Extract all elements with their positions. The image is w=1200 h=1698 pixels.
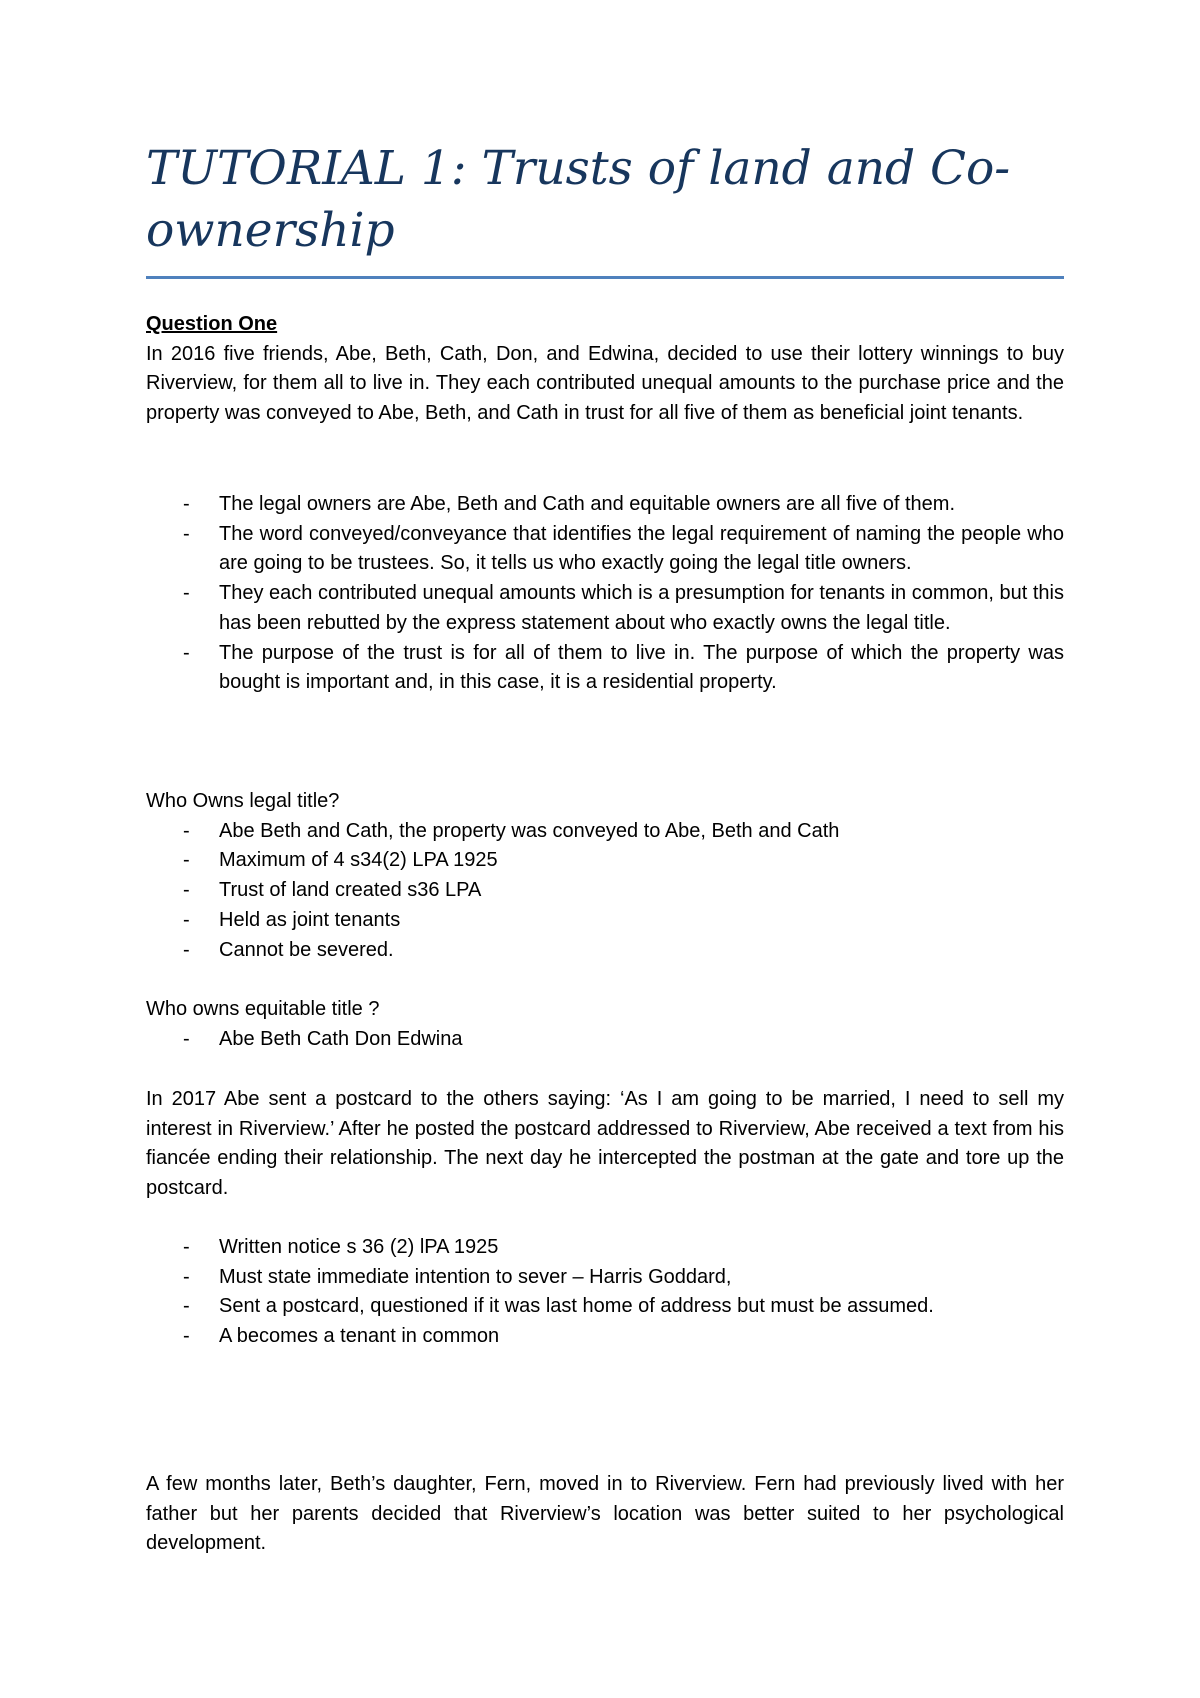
dash-bullet: - <box>183 1325 190 1348</box>
dash-bullet: - <box>183 522 190 545</box>
list-item: - They each contributed unequal amounts which is a presumption for tenants in common, but this has been rebutted by the express statement about who exactly owns the legal title. <box>146 579 1064 638</box>
question-one-section <box>146 310 1064 429</box>
list-item: - Trust of land created s36 LPA <box>146 876 1064 906</box>
dash-bullet: - <box>183 938 190 961</box>
dash-bullet: - <box>183 879 190 902</box>
page-title: TUTORIAL 1: Trusts of land and Co-ownership <box>146 141 1011 258</box>
dash-bullet: - <box>183 1236 190 1258</box>
list-item: - Must state immediate intention to sever – Harris Goddard, <box>146 1263 1064 1293</box>
title-divider <box>146 276 1064 279</box>
postcard-paragraph: In 2017 Abe sent a postcard to the others saying: ‘As I am going to be married, I need to sell my interest in Riverview.’ After he posted the postcard addressed to Riverview, Abe received a text from his fiancée ending their relationship. The next day he intercepted the postman at the gate and tore up the postcard. <box>146 1088 1064 1200</box>
equitable-title-list <box>146 1025 1064 1055</box>
equitable-title-heading: Who owns equitable title ? <box>146 998 380 1020</box>
dash-bullet: - <box>183 849 190 872</box>
list-item: - Maximum of 4 s34(2) LPA 1925 <box>146 846 1064 876</box>
dash-bullet: - <box>183 819 190 842</box>
fern-paragraph: A few months later, Beth’s daughter, Fern, moved in to Riverview. Fern had previously lived with her father but her parents decided that Riverview’s location was better suited to her psychological development. <box>146 1473 1064 1555</box>
analysis-section <box>146 490 1064 698</box>
severance-list <box>146 1233 1064 1352</box>
list-item: - Cannot be severed. <box>146 936 1064 966</box>
legal-title-heading: Who Owns legal title? <box>146 790 340 812</box>
equitable-title-section <box>146 995 1064 1054</box>
list-item: - Abe Beth and Cath, the property was conveyed to Abe, Beth and Cath <box>146 817 1064 847</box>
list-item: - Held as joint tenants <box>146 906 1064 936</box>
severance-section <box>146 1233 1064 1352</box>
list-item: - The legal owners are Abe, Beth and Cath and equitable owners are all five of them. <box>146 490 1064 520</box>
legal-title-list <box>146 817 1064 966</box>
dash-bullet: - <box>183 1295 190 1318</box>
dash-bullet: - <box>183 641 190 664</box>
list-item: - Written notice s 36 (2) lPA 1925 <box>146 1233 1064 1263</box>
dash-bullet: - <box>183 1265 190 1288</box>
analysis-list <box>146 490 1064 698</box>
dash-bullet: - <box>183 582 190 605</box>
postcard-section <box>146 1085 1064 1204</box>
dash-bullet: - <box>183 1027 190 1050</box>
fern-section <box>146 1470 1064 1559</box>
question-heading: Question One <box>146 313 278 335</box>
list-item: - The purpose of the trust is for all of them to live in. The purpose of which the property was bought is important and, in this case, it is a residential property. <box>146 639 1064 698</box>
dash-bullet: - <box>183 493 190 515</box>
list-item: - A becomes a tenant in common <box>146 1322 1064 1352</box>
legal-title-section <box>146 787 1064 965</box>
list-item: - The word conveyed/conveyance that identifies the legal requirement of naming the people who are going to be trustees. So, it tells us who exactly going the legal title owners. <box>146 520 1064 579</box>
list-item: - Abe Beth Cath Don Edwina <box>146 1025 1064 1055</box>
dash-bullet: - <box>183 908 190 931</box>
intro-paragraph: In 2016 five friends, Abe, Beth, Cath, Don, and Edwina, decided to use their lottery winnings to buy Riverview, for them all to live in. They each contributed unequal amounts to the purchase price and the property was conveyed to Abe, Beth, and Cath in trust for all five of them as beneficial joint tenants. <box>146 342 1064 425</box>
list-item: - Sent a postcard, questioned if it was last home of address but must be assumed. <box>146 1292 1064 1322</box>
